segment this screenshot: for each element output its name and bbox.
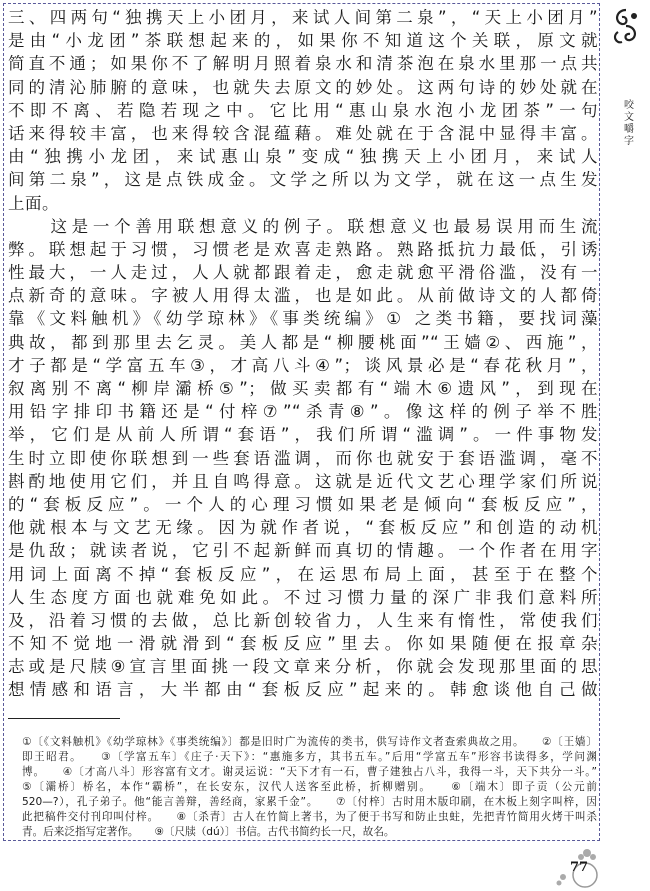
text-line: 斟酌地使用它们，并且自鸣得意。这就是近代文艺心理学家们所说 xyxy=(8,471,598,491)
text-line: 弊。联想起于习惯，习惯老是欢喜走熟路。熟路抵抗力最低，引诱 xyxy=(8,239,598,259)
footnote-line: 520—?），孔子弟子。他“能言善辩，善经商，家累千金”。 ⑦〔付梓〕古时用木版印刷，在木板上刻字叫梓，因 xyxy=(22,796,597,808)
text-line: 上面。 xyxy=(8,193,59,213)
text-line: 同的清沁肺腑的意味，也就失去原文的妙处。这两句诗的妙处就在 xyxy=(8,77,598,97)
text-line: 间第二泉”，这是点铁成金。文学之所以为文学，就在这一点生发 xyxy=(8,170,598,190)
text-line: 他就根本与文艺无缘。因为就作者说，“套板反应”和创造的动机 xyxy=(8,518,598,538)
text-line: 话来得较丰富，也来得较含混蕴藉。难处就在于含混中显得丰富。 xyxy=(8,123,598,143)
text-line: 点新奇的意味。字被人用得太滥，也是如此。从前做诗文的人都倚 xyxy=(8,286,598,306)
text-line: 想情感和语言，大半都由“套板反应”起来的。韩愈谈他自己做 xyxy=(8,680,598,700)
floral-ornament-icon xyxy=(608,6,644,48)
footnote-divider xyxy=(8,718,120,719)
text-line: 简直不通；如果你不了解明月照着泉水和清茶泡在泉水里那一点共 xyxy=(8,54,598,74)
text-line: 三、四两句“独携天上小团月，来试人间第二泉”，“天上小团月” xyxy=(8,8,598,27)
text-line: 性最大，一人走过，人人就都跟着走，愈走就愈平滑俗滥，没有一 xyxy=(8,263,598,283)
text-line: 用词上面离不掉“套板反应”，在运思布局上面，甚至于在整个 xyxy=(8,564,598,584)
text-line: 才子都是“学富五车③，才高八斗④”；谈风景必是“春花秋月”， xyxy=(8,355,598,375)
body-text xyxy=(8,6,598,702)
footnote-line: ①〔《文料触机》《幼学琼林》《事类统编》〕都是旧时广为流传的类书，供写诗作文者查索典故之用。 ②〔王嫱〕 xyxy=(22,736,597,748)
footnote-line: 此把稿件交付刊印叫付梓。 ⑧〔杀青〕古人在竹简上著书，为了便于书写和防止虫蛀，先把青竹简用火烤干叫杀 xyxy=(22,811,597,823)
section-side-label: 咬文嚼字 xyxy=(624,100,634,147)
text-line: 用铅字排印书籍还是“付梓⑦”“杀青⑧”。像这样的例子举不胜 xyxy=(8,402,598,422)
page-number: 77 xyxy=(570,860,589,875)
text-line: 不即不离、若隐若现之中。它比用“惠山泉水泡小龙团茶”一句 xyxy=(8,100,598,120)
text-line: 这是一个善用联想意义的例子。联想意义也最易误用而生流 xyxy=(8,216,598,236)
text-line: 的“套板反应”。一个人的心理习惯如果老是倾向“套板反应”， xyxy=(8,494,598,514)
text-line: 举，它们是从前人所谓“套语”，我们所谓“滥调”。一件事物发 xyxy=(8,425,598,445)
text-line: 是由“小龙团”茶联想起来的，如果你不知道这个关联，原文就 xyxy=(8,31,598,51)
text-line: 由“独携小龙团，来试惠山泉”变成“独携天上小团月，来试人 xyxy=(8,147,598,167)
text-line: 生时立即使你联想到一些套语滥调，而你也就安于套语滥调，毫不 xyxy=(8,448,598,468)
footnotes xyxy=(22,735,597,840)
text-line: 叙离别不离“柳岸灞桥⑤”；做买卖都有“端木⑥遗风”，到现在 xyxy=(8,379,598,398)
text-line: 及，沿着习惯的去做，总比新创较省力，人生来有惰性，常使我们 xyxy=(8,610,598,630)
text-line: 不知不觉地一滑就滑到“套板反应”里去。你如果随便在报章杂 xyxy=(8,634,598,654)
text-line: 志或是尺牍⑨宣言里面挑一段文章来分析，你就会发现那里面的思 xyxy=(8,657,598,677)
text-line: 典故，都到那里去乞灵。美人都是“柳腰桃面”“王嫱②、西施”， xyxy=(8,332,598,352)
footnote-line: 博。 ④〔才高八斗〕形容富有文才。谢灵运说：“天下才有一石，曹子建独占八斗，我得一斗，天下共分一斗。” xyxy=(22,766,597,778)
footnote-line: 即王昭君。 ③〔学富五车〕《庄子·天下》：“惠施多方，其书五车。”后用“学富五车”形容书读得多，学问渊 xyxy=(22,751,597,763)
text-line: 靠《文料触机》《幼学琼林》《事类统编》① 之类书籍，要找词藻 xyxy=(8,309,598,329)
footnote-line: ⑤〔灞桥〕桥名，本作“霸桥”，在长安东，汉代人送客至此桥，折柳赠别。 ⑥〔端木〕即子贡（公元前 xyxy=(22,781,597,793)
text-line: 人生态度方面也就难免如此。不过习惯力量的深广非我们意料所 xyxy=(8,587,598,607)
text-line: 是仇敌；就读者说，它引不起新鲜而真切的情趣。一个作者在用字 xyxy=(8,541,598,561)
footnote-line: 青。后来泛指写定著作。 ⑨〔尺牍（dú）〕书信。古代书简约长一尺，故名。 xyxy=(22,826,395,838)
